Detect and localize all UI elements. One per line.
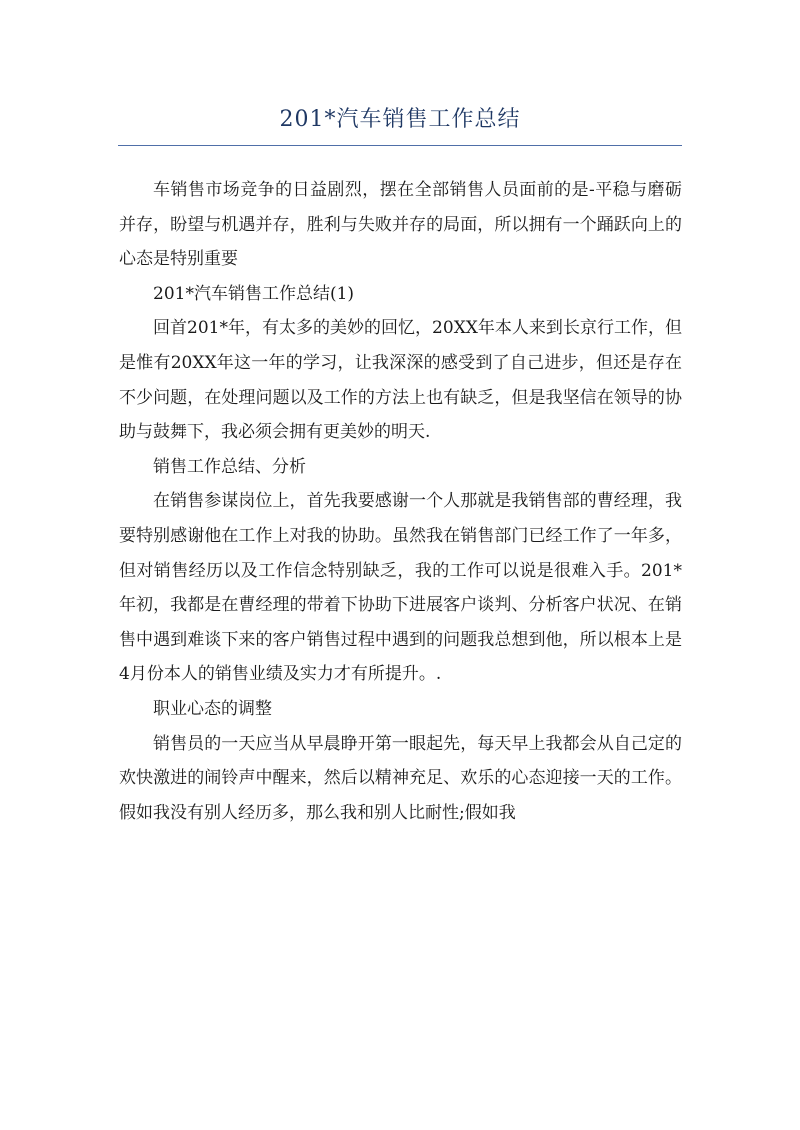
section-heading-mindset: 职业心态的调整 bbox=[153, 698, 272, 719]
sales-analysis-paragraph: 在销售参谋岗位上，首先我要感谢一个人那就是我销售部的曹经理，我要特别感谢他在工作上对我的协助。虽然我在销售部门已经工作了一年多，但对销售经历以及工作信念特别缺乏，我的工作可以说是很难入手。201*年初，我都是在曹经理的带着下协助下进展客户谈判、分析客户状况、在销售中遇到难谈下来的客户销售过程中遇到的问题我总想到他，所以根本上是4月份本人的销售业绩及实力才有所提升。. bbox=[119, 491, 682, 685]
section-heading-summary-1: 201*汽车销售工作总结(1) bbox=[153, 283, 355, 304]
title-underline bbox=[118, 145, 682, 146]
intro-paragraph: 车销售市场竞争的日益剧烈，摆在全部销售人员面前的是-平稳与磨砺并存，盼望与机遇并存，胜利与失败并存的局面，所以拥有一个踊跃向上的心态是特别重要 bbox=[119, 180, 682, 270]
document-body bbox=[119, 173, 682, 830]
review-paragraph: 回首201*年，有太多的美妙的回忆，20XX年本人来到长京行工作，但是惟有20XX年这一年的学习，让我深深的感受到了自己进步，但还是存在不少问题，在处理问题以及工作的方法上也有缺乏，但是我坚信在领导的协助与鼓舞下，我必须会拥有更美妙的明天. bbox=[119, 318, 682, 443]
section-heading-sales-analysis: 销售工作总结、分析 bbox=[153, 456, 306, 477]
mindset-paragraph: 销售员的一天应当从早晨睁开第一眼起先，每天早上我都会从自己定的欢快激进的闹铃声中醒来，然后以精神充足、欢乐的心态迎接一天的工作。假如我没有别人经历多，那么我和别人比耐性;假如我 bbox=[119, 733, 682, 823]
document-title: 201*汽车销售工作总结 bbox=[279, 107, 521, 132]
